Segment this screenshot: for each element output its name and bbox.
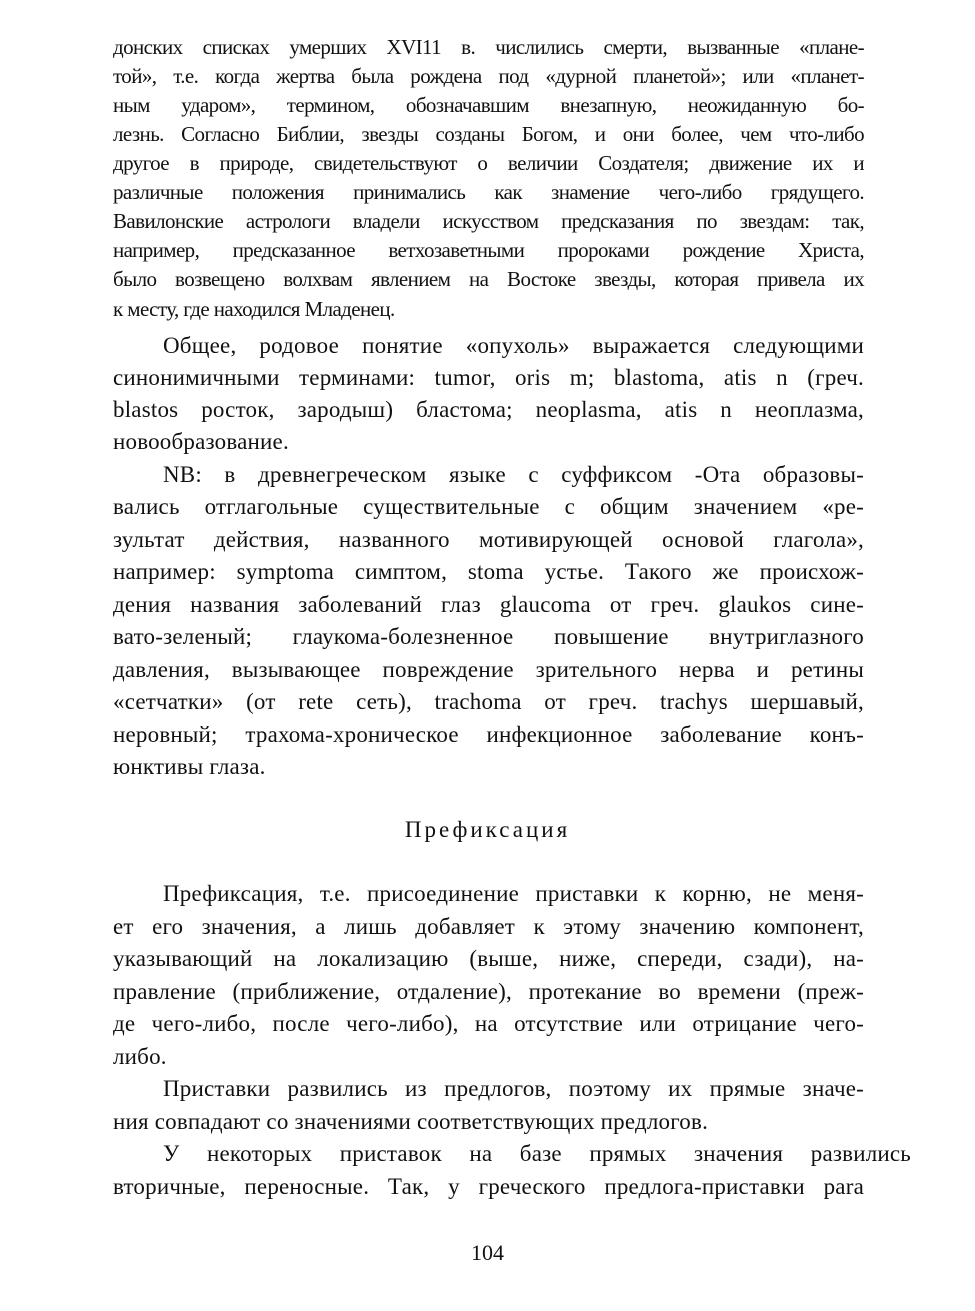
text-line: вались отглагольные существительные с общим значением «ре- xyxy=(113,494,864,519)
text-line: неровный; трахома-хроническое инфекционное заболевание конъ- xyxy=(113,722,864,747)
text-line: ным ударом», термином, обозначавшим внезапную, неожиданную бо- xyxy=(113,93,864,117)
text-line: лезнь. Согласно Библии, звезды созданы Богом, и они более, чем что-либо xyxy=(113,122,864,146)
text-line: указывающий на локализацию (выше, ниже, спереди, сзади), на- xyxy=(113,946,864,971)
text-line: «сетчатки» (от rete сеть), trachoma от греч. trachys шершавый, xyxy=(113,689,864,714)
section-heading: Префиксация xyxy=(404,817,571,842)
text-line: было возвещено волхвам явлением на Востоке звезды, которая привела их xyxy=(113,267,864,291)
text-line: донских списках умерших XVI11 в. числились смерти, вызванные «плане- xyxy=(113,35,864,59)
text-line: Вавилонские астрологи владели искусством предсказания по звездам: так, xyxy=(113,209,864,233)
text-line: зультат действия, названного мотивирующей основой глагола», xyxy=(113,527,864,552)
text-line: например, предсказанное ветхозаветными пророками рождение Христа, xyxy=(113,238,864,262)
text-line: Общее, родовое понятие «опухоль» выражается следующими xyxy=(163,333,864,358)
text-line: де чего-либо, после чего-либо), на отсутствие или отрицание чего- xyxy=(113,1011,864,1036)
text-line: той», т.е. когда жертва была рождена под «дурной планетой»; или «планет- xyxy=(113,64,864,88)
text-line: например: symptoma симптом, stoma устье. Такого же происхож- xyxy=(113,559,864,584)
text-line: дения названия заболеваний глаз glaucoma от греч. glaukos сине- xyxy=(113,592,864,617)
text-line: другое в природе, свидетельствуют о величии Создателя; движение их и xyxy=(113,151,864,175)
text-line: NB: в древнегреческом языке с суффиксом -Ота образовы- xyxy=(163,462,864,487)
text-line: новообразование. xyxy=(113,429,289,454)
text-line: юнктивы глаза. xyxy=(113,754,266,779)
text-line: blastos росток, зародыш) бластома; neoplasma, atis n неоплазма, xyxy=(113,397,864,422)
text-line: вторичные, переносные. Так, у греческого предлога-приставки para xyxy=(113,1174,864,1199)
text-line: ет его значения, а лишь добавляет к этому значению компонент, xyxy=(113,914,864,939)
text-line: к месту, где находился Младенец. xyxy=(113,297,395,321)
text-line: правление (приближение, отдаление), протекание во времени (преж- xyxy=(113,979,864,1004)
text-line: различные положения принимались как знамение чего-либо грядущего. xyxy=(113,180,864,204)
text-line: Приставки развились из предлогов, поэтому их прямые значе- xyxy=(163,1076,864,1101)
text-line: давления, вызывающее повреждение зрительного нерва и ретины xyxy=(113,657,864,682)
text-line: синонимичными терминами: tumor, oris m; blastoma, atis n (греч. xyxy=(113,365,864,390)
text-line: либо. xyxy=(113,1044,167,1069)
page-number: 104 xyxy=(471,1240,504,1265)
text-line: вато-зеленый; глаукома-болезненное повышение внутриглазного xyxy=(113,624,864,649)
text-line: Префиксация, т.е. присоединение приставки к корню, не меня- xyxy=(163,881,864,906)
text-line: У некоторых приставок на базе прямых значения развились xyxy=(163,1141,911,1166)
text-line: ния совпадают со значениями соответствующих предлогов. xyxy=(113,1109,709,1134)
